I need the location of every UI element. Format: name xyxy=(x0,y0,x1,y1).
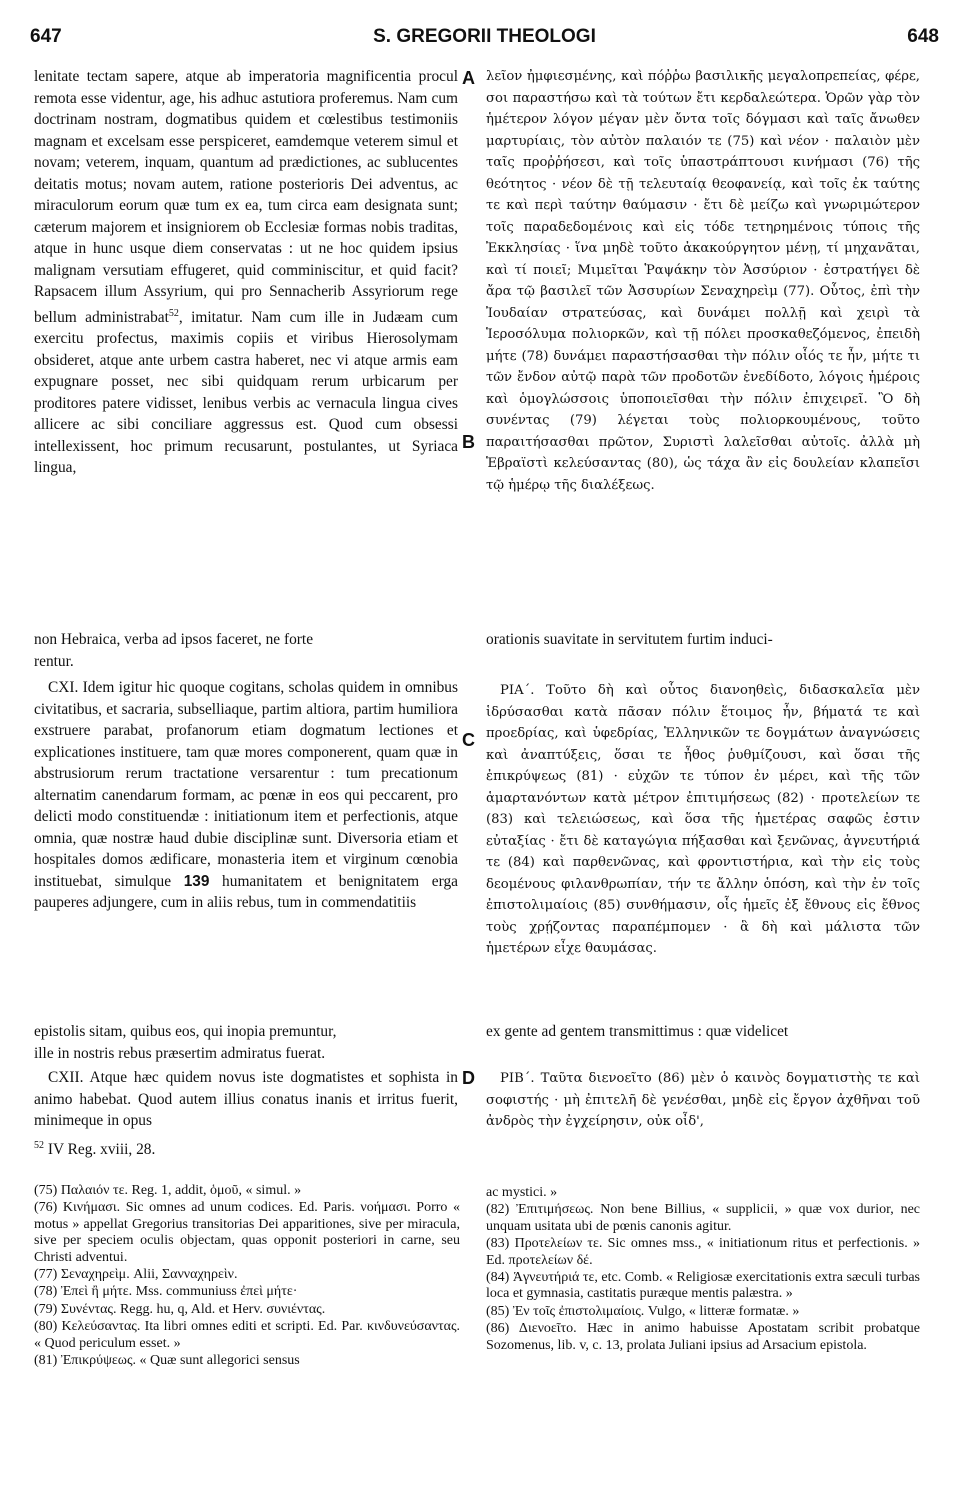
latin-column-block-3 xyxy=(34,1067,458,1132)
latin-text: CXI. Idem igitur hic quoque cogitans, scholas quidem in omnibus civitatibus, et sacraria, subselliaque, partim altiora, partim humiliora exstruere parabat, profanorum etiam dogmatum lectiones et explicationes instituere, tam quæ mores componerent, quam quæ in abstrusiorum rerum tractatione versarentur : tum precationum alternatim canendarum formam, ac pœnæ in eos qui peccarent, pro delicti modo constituendæ : initiationum item et perfectionis, atque omnia, quæ nostræ haud dubie disciplinæ sunt. Diversoria etiam et hospitales domos ædificare, monasteria item et virginum cœnobia instituebat, simulque xyxy=(34,679,458,890)
section-marker-c: C xyxy=(462,730,475,750)
footnote: (76) Κινήμασι. Sic omnes ad unum codices. Ed. Paris. νοήμασι. Porro « motus » appellat Gregorius transitorias Dei apparitiones, sive per miracula, sive per speciem oculis objectam, quas opponit posteriori in carne, seu Christi adventui. xyxy=(34,1200,460,1265)
latin-column-block-1 xyxy=(34,66,458,479)
footnote: (79) Συνέντας. Regg. hu, q, Ald. et Herv. συνιέντας. xyxy=(34,1301,326,1317)
section-marker-d: D xyxy=(462,1068,475,1088)
greek-text: ΡΙΑ΄. Τοῦτο δὴ καὶ οὗτος διανοηθεὶς, διδασκαλεῖα μὲν ἱδρύσασθαι κατὰ πᾶσαν πόλιν ἕτοιμος ἦν, βήματά τε καὶ προεδρίας, καὶ ὑφεδρίας, Ἑλληνικῶν τε δογμάτων ἀναγνώσεις καὶ ἀναπτύξεις, ὅσαι τε ἦθος ῥυθμίζουσι, καὶ ὅσαι τῆς ἐπικρύψεως (81) · εὐχῶν τε τύπον ἐν μέρει, καὶ τῆς τῶν ἁμαρτανόντων κατὰ μέτρον ἐπιτιμήσεως (82) · προτελείων τε (83) καὶ τελειώσεως, καὶ ὅσα τῆς ἡμετέρας σαφῶς ἐστιν εὐταξίας · ἔτι δὲ καταγώγια πήξασθαι καὶ ξενῶνας, ἁγνευτήριά τε (84) καὶ παρθενῶνας, καὶ φροντιστήρια, καὶ τὴν εἰς τοὺς δεομένους φιλανθρωπίαν, τήν τε ἄλλην ὁπόση, καὶ τὴν ἐν τοῖς ἐπιστολιμαίοις (85) συνθήμασιν, οἷς ἡμεῖς ἐξ ἔθνους εἰς ἔθνος τοὺς χρῄζοντας παραπέμπομεν · ἃ δὴ καὶ μάλιστα τῶν ἡμετέρων εἶχε θαυμάσας. xyxy=(486,683,920,956)
footnote: ac mystici. » xyxy=(486,1185,558,1200)
greek-column-block-3 xyxy=(486,1068,920,1133)
footnote: (81) Ἐπικρύψεως. « Quæ sunt allegorici sensus xyxy=(34,1353,300,1369)
footnote: (75) Παλαιόν τε. Reg. 1, addit, ὁμοῦ, « simul. » xyxy=(34,1183,302,1198)
greek-column-block-2 xyxy=(486,680,920,960)
latin-text: CXII. Atque hæc quidem novus iste dogmatistes et sophista in animo habebat. Quod autem illius conatus inanis et irritus fuerit, minimeque in opus xyxy=(34,1069,458,1129)
footnote: (80) Κελεύσαντας. Ita libri omnes editi et scripti. Ed. Par. κινδυνεύσαντας. « Quod periculum esset. » xyxy=(34,1319,460,1351)
latin-translation-line: ex gente ad gentem transmittimus : quæ videlicet xyxy=(486,1023,789,1040)
latin-text-cont: , imitatur. Nam cum ille in Judæam cum exercitu profectus, maximis copiis et viribus Hierosolymam obsideret, atque ante urbem castra haberet, nec vi atque armis eam expugnare posset, nec sibi quidquam rerum urbicarum per proditores patere vidisset, lenibus verbis ac vernacula lingua cives allicere ac sibi conciliare aggressus est. Quod cum obsessi intellexissent, hoc primum recusarunt, postulantes, ut Syriaca lingua, xyxy=(34,308,458,477)
running-title: S. GREGORII THEOLOGI xyxy=(373,26,596,47)
footnote: (84) Ἁγνευτήριά τε, etc. Comb. « Religiosæ exercitationis extra sæculi turbas loca et gymnasia, castitatis puræque mentis palæstra. » xyxy=(486,1270,920,1302)
page-header xyxy=(30,26,939,56)
page-number-left: 647 xyxy=(30,26,62,47)
greek-text: ΡΙΒ΄. Ταῦτα διενοεῖτο (86) μὲν ὁ καινὸς δογματιστὴς τε καὶ σοφιστής · μὴ ἐπιτελῆ δὲ γενέσθαι, μηδὲ εἰς ἔργον ἀχθῆναι τοῦ ἀνδρὸς τὴν ἐγχείρησιν, οὐκ οἶδ', xyxy=(486,1071,920,1129)
latin-line: epistolis sitam, quibus eos, qui inopia premuntur, xyxy=(34,1023,337,1040)
footnotes-left xyxy=(34,1183,460,1370)
latin-text-cont: humanitatem et benignitatem erga pauperes adjungere, cum in aliis rebus, tum in commendatitiis xyxy=(34,872,458,911)
footnote: (82) Ἐπιτιμήσεως. Non bene Billius, « supplicii, » quæ vox durior, nec unquam usitata ubi de pœnis canonis agitur. xyxy=(486,1202,920,1234)
greek-text: λεῖον ἠμφιεσμένης, καὶ πόῤῥω βασιλικῆς μεγαλοπρεπείας, φέρε, σοι παραστήσω καὶ τὰ τούτων ἔτι κερδαλεώτερα. Ὁρῶν γὰρ τὸν ἡμέτερον λόγον μέγαν μὲν ὄντα τοῖς δόγμασι καὶ ταῖς ἄνωθεν μαρτυρίαις, τὸν αὐτὸν παλαιόν τε (75) καὶ νέον · παλαιὸν μὲν ταῖς προῤῥήσεσι, καὶ τοῖς ὑπαστράπτουσι κινήμασι (76) τῆς θεότητος · νέον δὲ τῇ τελευταίᾳ θεοφανείᾳ, καὶ τοῖς ἐκ ταύτης τε καὶ περὶ ταύτην θαύμασιν · ἔτι δὲ μείζω καὶ γνωριμώτερον τοῖς παραδεδομένοις καὶ εἰς τόδε τετηρημένοις τύποις τῆς Ἐκκλησίας · ἵνα μηδὲ τοῦτο ἀκακούργητον μένῃ, τί μηχανᾶται, καὶ τί ποιεῖ; Μιμεῖται Ῥαψάκην τὸν Ἀσσύριον · ἐστρατήγει δὲ ἄρα τῷ βασιλεῖ τῶν Ἀσσυρίων Σεναχηρεὶμ (77). Οὗτος, ἐπὶ τὴν Ἰουδαίαν στρατεύσας, καὶ δυνάμει πολλῇ καὶ χειρὶ τὰ Ἱεροσόλυμα πολιορκῶν, καὶ τῇ πόλει προσκαθεζόμενος, ἐπειδὴ μήτε (78) δυνάμει παραστήσασθαι τὴν πόλιν οἷός τε ἦν, μήτε τι τῶν ἔνδον αὐτῷ παρὰ τῶν προδοτῶν ἐνεδίδοτο, λόγοις ἡμέροις καὶ ὁμογλώσσοις ὑποποιεῖσθαι τὴν πόλιν ἐπιχειρεῖ. Ὃ δὴ συνέντας (79) λέγεται τοὺς πολιορκουμένους, τοῦτο παραιτήσασθαι πρῶτον, Συριστὶ λαλεῖσθαι αὐτοῖς. ἀλλὰ μὴ Ἑβραϊστὶ κελεύσαντας (80), ὡς τάχα ἂν εἰς δουλείαν κλαπεῖσι τῷ ἡμέρῳ τῆς διαλέξεως. xyxy=(486,69,920,493)
latin-text: lenitate tectam sapere, atque ab imperatoria magnificentia procul remota esse videntur, age, his adhuc astutiora proferemus. Nam cum doctrinam nostram, dogmatibus quidem et cœlestibus testimoniis magnam et excelsam esse perspiceret, eamdemque veterem simul et novam; veterem, inquam, quantum ad prædictiones, ac sublucentes deitatis motus; novam autem, ratione posterioris Dei adventus, ac miraculorum eorum quæ tum ex ea, tum circa eam designata sunt; cæterum majorem et insigniorem ob Ecclesiæ formas nobis traditas, atque in hunc usque diem conservatas : ut ne hoc quidem ipsius malignam versutiam effugeret, quid comminiscitur, et quid facit? Rapsacem illum Assyrium, qui pro Sennacherib Assyriorum rege bellum administrabat xyxy=(34,68,458,326)
scripture-reference xyxy=(34,1140,155,1159)
reference-text: IV Reg. xviii, 28. xyxy=(47,1141,156,1159)
footnote-ref: 52 xyxy=(168,307,179,319)
page-number-right: 648 xyxy=(907,26,939,47)
footnote: (85) Ἐν τοῖς ἐπιστολιμαίοις. Vulgo, « litteræ formatæ. » xyxy=(486,1303,800,1319)
latin-translation-line: orationis suavitate in servitutem furtim induci- xyxy=(486,631,773,648)
latin-column-block-2 xyxy=(34,677,458,914)
footnote: (83) Προτελείων τε. Sic omnes mss., « initiationum ritus et perfectionis. » Ed. προτελείων δέ. xyxy=(486,1236,920,1268)
section-marker-a: A xyxy=(462,68,475,88)
footnote: (78) Ἐπεὶ ἢ μήτε. Mss. communiuss ἐπεὶ μήτε· xyxy=(34,1284,298,1300)
reference-number: 52 xyxy=(34,1140,44,1151)
greek-column-block-1 xyxy=(486,66,920,496)
section-marker-b: B xyxy=(462,432,475,452)
latin-line: non Hebraica, verba ad ipsos faceret, ne forte xyxy=(34,631,314,648)
latin-line-end: rentur. xyxy=(34,653,74,670)
page-ref-number: 139 xyxy=(183,872,210,890)
footnote: (77) Σεναχηρεὶμ. Alii, Σανναχηρεὶν. xyxy=(34,1267,238,1283)
latin-line-end: ille in nostris rebus præsertim admiratus fuerat. xyxy=(34,1045,326,1062)
footnote: (86) Διενοεῖτο. Hæc in animo habuisse Apostatam scribit probatque Sozomenus, lib. v, c. 13, prolata Juliani ipsius ad Arsacium epistola. xyxy=(486,1321,920,1353)
footnotes-right xyxy=(486,1185,920,1355)
